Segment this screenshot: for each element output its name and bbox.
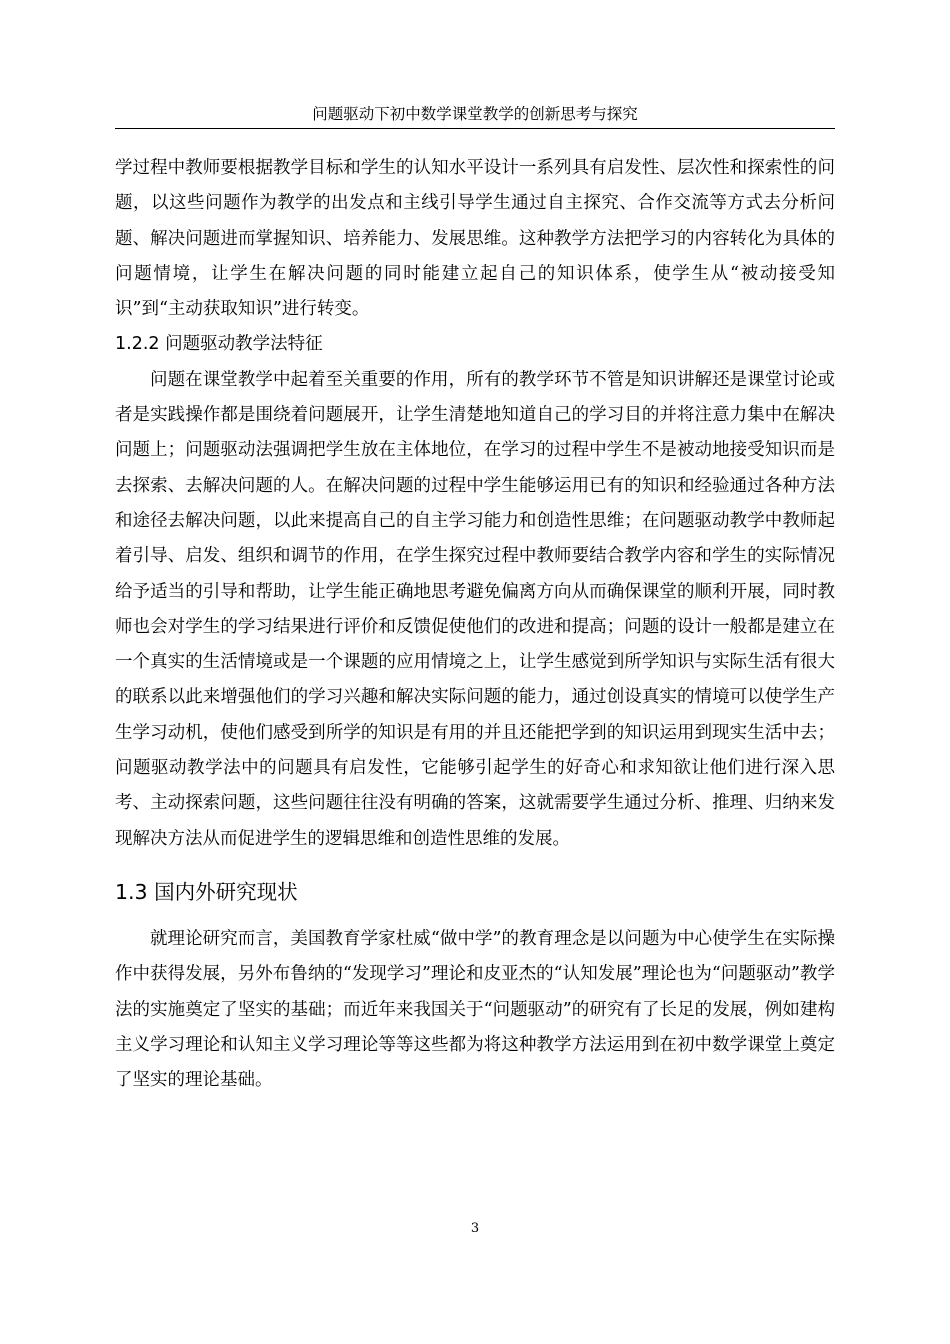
paragraph-continued: 学过程中教师要根据教学目标和学生的认知水平设计一系列具有启发性、层次性和探索性的问题，以这些问题作为教学的出发点和主线引导学生通过自主探究、合作交流等方式去分析问题、解决问题进而掌握知识、培养能力、发展思维。这种教学方法把学习的内容转化为具体的问题情境，让学生在解决问题的同时能建立起自己的知识体系，使学生从“被动接受知识”到“主动获取知识”进行转变。 bbox=[115, 158, 835, 320]
paragraph-features: 问题在课堂教学中起着至关重要的作用，所有的教学环节不管是知识讲解还是课堂讨论或者是实践操作都是围绕着问题展开，让学生清楚地知道自己的学习目的并将注意力集中在解决问题上；问题驱动法强调把学生放在主体地位，在学习的过程中学生不是被动地接受知识而是去探索、去解决问题的人。在解决问题的过程中学生能够运用已有的知识和经验通过各种方法和途径去解决问题，以此来提高自己的自主学习能力和创造性思维；在问题驱动教学中教师起着引导、启发、组织和调节的作用，在学生探究过程中教师要结合教学内容和学生的实际情况给予适当的引导和帮助，让学生能正确地思考避免偏离方向从而确保课堂的顺利开展，同时教师也会对学生的学习结果进行评价和反馈促使他们的改进和提高；问题的设计一般都是建立在一个真实的生活情境或是一个课题的应用情境之上，让学生感觉到所学知识与实际生活有很大的联系以此来增强他们的学习兴趣和解决实际问题的能力，通过创设真实的情境可以使学生产生学习动机，使他们感受到所学的知识是有用的并且还能把学到的知识运用到现实生活中去；问题驱动教学法中的问题具有启发性，它能够引起学生的好奇心和求知欲让他们进行深入思考、主动探索问题，这些问题往往没有明确的答案，这就需要学生通过分析、推理、归纳来发现解决方法从而促进学生的逻辑思维和创造性思维的发展。 bbox=[115, 369, 835, 849]
section-heading-1-2-2: 1.2.2 问题驱动教学法特征 bbox=[115, 334, 323, 355]
paragraph-research: 就理论研究而言，美国教育学家杜威“做中学”的教育理念是以问题为中心使学生在实际操作中获得发展，另外布鲁纳的“发现学习”理论和皮亚杰的“认知发展”理论也为“问题驱动”教学法的实施奠定了坚实的基础；而近年来我国关于“问题驱动”的研究有了长足的发展，例如建构主义学习理论和认知主义学习理论等等这些都为将这种教学方法运用到在初中数学课堂上奠定了坚实的理论基础。 bbox=[115, 928, 835, 1091]
page-number: 3 bbox=[470, 1221, 480, 1236]
section-heading-1-3: 1.3 国内外研究现状 bbox=[115, 879, 298, 904]
running-header: 问题驱动下初中数学课堂教学的创新思考与探究 bbox=[312, 105, 638, 123]
header-rule bbox=[115, 128, 835, 129]
page-content bbox=[115, 151, 835, 1098]
